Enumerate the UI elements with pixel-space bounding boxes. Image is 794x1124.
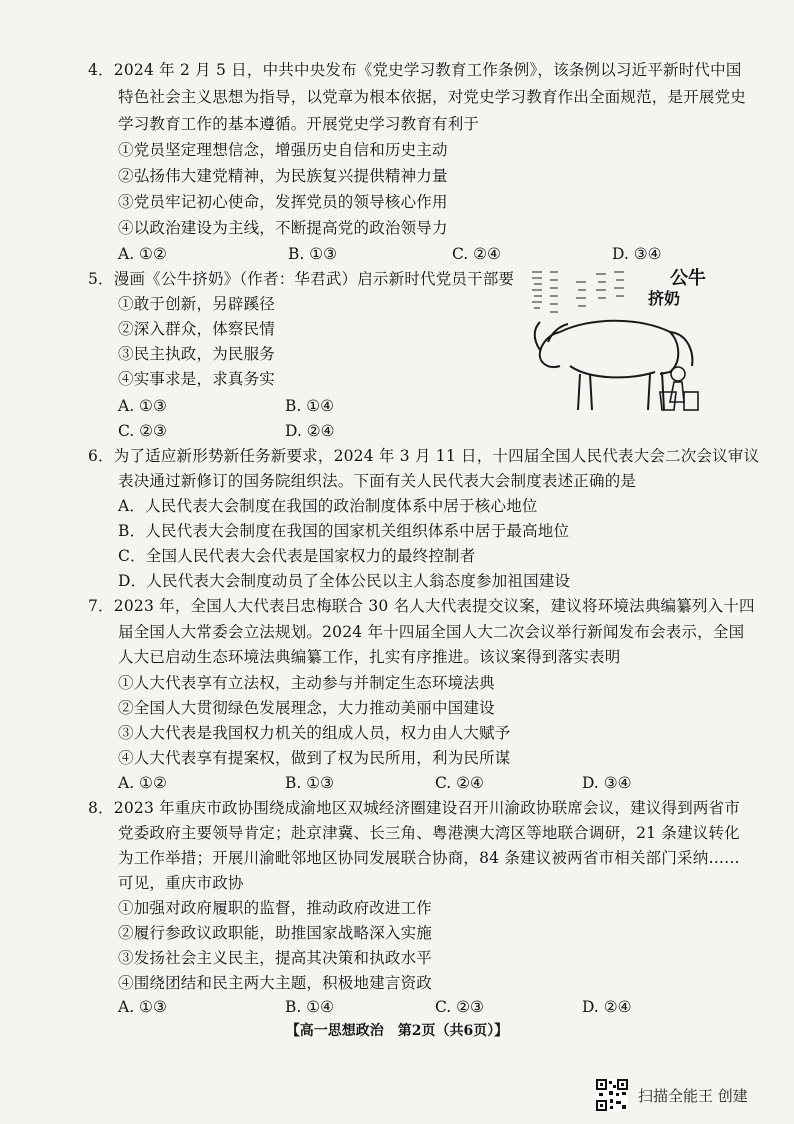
cartoon-title-1: 公牛 bbox=[670, 268, 706, 289]
watermark-text: 扫描全能王 创建 bbox=[638, 1087, 748, 1105]
q4-option: ①党员坚定理想信念，增强历史自信和历史主动 bbox=[118, 141, 448, 159]
q8-line: 为工作举措；开展川渝毗邻地区协同发展联合协商，84 条建议被两省市相关部门采纳…… bbox=[118, 849, 740, 867]
q4-choice-d: D. ③④ bbox=[612, 245, 662, 263]
q5-option: ③民主执政，为民服务 bbox=[118, 345, 276, 363]
q7-option: ③人大代表是我国权力机关的组成人员，权力由人大赋予 bbox=[118, 724, 511, 742]
cartoon-handwriting bbox=[532, 272, 624, 312]
q4-line: 4．2024 年 2 月 5 日，中共中央发布《党史学习教育工作条例》，该条例以习近平新时代中国 bbox=[88, 61, 742, 79]
q4-line: 特色社会主义思想为指导，以党章为根本依据，对党史学习教育作出全面规范，是开展党史 bbox=[118, 88, 747, 106]
q6-option-c: C．全国人民代表大会代表是国家权力的最终控制者 bbox=[118, 547, 476, 565]
q5-option: ④实事求是，求真务实 bbox=[118, 370, 276, 388]
q7-choice-a: A. ①② bbox=[118, 774, 167, 792]
q5-option: ②深入群众，体察民情 bbox=[118, 320, 276, 338]
page-footer: 【高一思想政治 第2页（共6页）】 bbox=[285, 1023, 509, 1039]
q4-choice-a: A. ①② bbox=[118, 245, 167, 263]
q6-option-a: A．人民代表大会制度在我国的政治制度体系中居于核心地位 bbox=[118, 497, 538, 515]
q8-option: ①加强对政府履职的监督，推动政府改进工作 bbox=[118, 899, 433, 917]
cartoon-title-2: 挤奶 bbox=[648, 289, 681, 308]
q8-choice-a: A. ①③ bbox=[118, 998, 167, 1016]
q8-line: 党委政府主要领导肯定；赴京津冀、长三角、粤港澳大湾区等地联合调研，21 条建议转化 bbox=[118, 824, 740, 842]
q5-option: ①敢于创新，另辟蹊径 bbox=[118, 295, 276, 313]
q5-choice-c: C. ②③ bbox=[118, 422, 167, 440]
q5-choice-d: D. ②④ bbox=[285, 422, 335, 440]
q7-line: 届全国人大常委会立法规划。2024 年十四届全国人大二次会议举行新闻发布会表示，全国 bbox=[118, 623, 745, 641]
q4-option: ②弘扬伟大建党精神，为民族复兴提供精神力量 bbox=[118, 167, 448, 185]
q5-line: 5．漫画《公牛挤奶》（作者：华君武）启示新时代党员干部要 bbox=[88, 270, 515, 288]
q8-choice-b: B. ①④ bbox=[285, 998, 335, 1016]
q4-line: 学习教育工作的基本遵循。开展党史学习教育有利于 bbox=[118, 115, 480, 133]
q7-option: ④人大代表享有提案权，做到了权为民所用，利为民所谋 bbox=[118, 749, 511, 767]
q8-option: ④围绕团结和民主两大主题，积极地建言资政 bbox=[118, 974, 433, 992]
q4-option: ③党员牢记初心使命，发挥党员的领导核心作用 bbox=[118, 193, 448, 211]
qr-code-icon bbox=[596, 1079, 628, 1111]
q6-option-d: D．人民代表大会制度动员了全体公民以主人翁态度参加祖国建设 bbox=[118, 572, 571, 590]
q7-option: ①人大代表享有立法权，主动参与并制定生态环境法典 bbox=[118, 674, 495, 692]
q5-choice-b: B. ①④ bbox=[285, 397, 335, 415]
q8-option: ③发扬社会主义民主，提高其决策和执政水平 bbox=[118, 949, 433, 967]
q6-option-b: B．人民代表大会制度在我国的国家机关组织体系中居于最高地位 bbox=[118, 522, 570, 540]
q5-choice-a: A. ①③ bbox=[118, 397, 167, 415]
q6-line: 6．为了适应新形势新任务新要求，2024 年 3 月 11 日，十四届全国人民代表大会二次会议审议 bbox=[88, 447, 760, 465]
q4-choice-b: B. ①③ bbox=[288, 245, 338, 263]
q8-option: ②履行参政议政职能，助推国家战略深入实施 bbox=[118, 924, 433, 942]
q7-choice-d: D. ③④ bbox=[582, 774, 632, 792]
q4-choice-c: C. ②④ bbox=[452, 245, 501, 263]
q7-choice-c: C. ②④ bbox=[435, 774, 484, 792]
q6-line: 表决通过新修订的国务院组织法。下面有关人民代表大会制度表述正确的是 bbox=[118, 472, 637, 490]
q4-option: ④以政治建设为主线，不断提高党的政治领导力 bbox=[118, 219, 448, 237]
q7-line: 7．2023 年，全国人大代表吕忠梅联合 30 名人大代表提交议案，建议将环境法典编纂列入十四 bbox=[88, 597, 755, 615]
q7-line: 人大已启动生态环境法典编纂工作，扎实有序推进。该议案得到落实表明 bbox=[118, 648, 621, 666]
q8-choice-c: C. ②③ bbox=[435, 998, 484, 1016]
q8-line: 8．2023 年重庆市政协围绕成渝地区双城经济圈建设召开川渝政协联席会议，建议得到两省市 bbox=[88, 799, 741, 817]
q8-line: 可见，重庆市政协 bbox=[118, 874, 244, 892]
q8-choice-d: D. ②④ bbox=[582, 998, 632, 1016]
q7-option: ②全国人大贯彻绿色发展理念，大力推动美丽中国建设 bbox=[118, 699, 495, 717]
q7-choice-b: B. ①③ bbox=[285, 774, 335, 792]
bull-figure bbox=[535, 321, 693, 410]
scanner-watermark bbox=[596, 1075, 786, 1115]
cartoon-bull-milking bbox=[520, 262, 710, 422]
